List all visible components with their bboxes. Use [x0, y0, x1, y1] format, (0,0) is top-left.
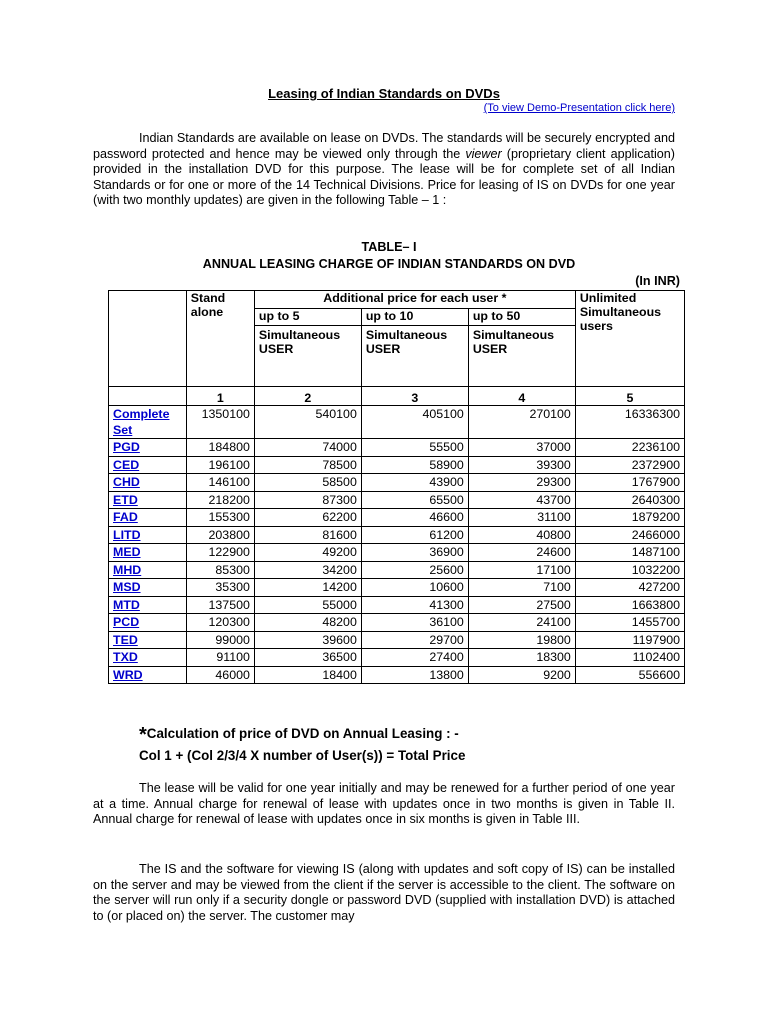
- price-cell: 39600: [254, 631, 361, 649]
- price-cell: 2640300: [575, 491, 684, 509]
- division-link[interactable]: LITD: [113, 527, 141, 542]
- division-cell: [109, 666, 187, 684]
- price-cell: 18400: [254, 666, 361, 684]
- price-cell: 405100: [361, 406, 468, 439]
- price-cell: 1197900: [575, 631, 684, 649]
- price-cell: 55000: [254, 596, 361, 614]
- header-additional-price: Additional price for each user *: [254, 291, 575, 309]
- price-cell: 29700: [361, 631, 468, 649]
- price-cell: 43700: [468, 491, 575, 509]
- table-row: [109, 491, 685, 509]
- table-row: [109, 474, 685, 492]
- price-cell: 19800: [468, 631, 575, 649]
- price-cell: 36900: [361, 544, 468, 562]
- division-cell: [109, 509, 187, 527]
- price-cell: 40800: [468, 526, 575, 544]
- price-cell: 16336300: [575, 406, 684, 439]
- division-cell: [109, 596, 187, 614]
- header-up-to-10: up to 10 Simultaneous USER: [361, 309, 468, 387]
- price-cell: 36500: [254, 649, 361, 667]
- table-row: [109, 596, 685, 614]
- price-cell: 427200: [575, 579, 684, 597]
- header-blank-cell: [109, 291, 187, 387]
- price-cell: 203800: [186, 526, 254, 544]
- price-cell: 146100: [186, 474, 254, 492]
- col-number: 2: [254, 387, 361, 406]
- price-cell: 36100: [361, 614, 468, 632]
- header-up-to-50: up to 50 Simultaneous USER: [468, 309, 575, 387]
- price-cell: 122900: [186, 544, 254, 562]
- division-cell: [109, 561, 187, 579]
- price-cell: 46000: [186, 666, 254, 684]
- division-cell: [109, 526, 187, 544]
- header-stand-alone: Stand alone: [186, 291, 254, 387]
- price-cell: 49200: [254, 544, 361, 562]
- division-link[interactable]: CHD: [113, 475, 140, 489]
- division-link[interactable]: FAD: [113, 510, 138, 524]
- price-cell: 184800: [186, 439, 254, 457]
- price-cell: 2372900: [575, 456, 684, 474]
- division-link[interactable]: ETD: [113, 492, 138, 507]
- price-cell: 17100: [468, 561, 575, 579]
- table-row: [109, 439, 685, 457]
- price-cell: 43900: [361, 474, 468, 492]
- division-cell: [109, 544, 187, 562]
- price-cell: 1663800: [575, 596, 684, 614]
- price-cell: 14200: [254, 579, 361, 597]
- table-row: [109, 544, 685, 562]
- price-cell: 55500: [361, 439, 468, 457]
- table-caption-number: TABLE– I: [361, 240, 417, 254]
- price-cell: 1487100: [575, 544, 684, 562]
- division-link[interactable]: CED: [113, 457, 140, 472]
- price-cell: 540100: [254, 406, 361, 439]
- table-row: [109, 456, 685, 474]
- price-cell: 91100: [186, 649, 254, 667]
- demo-presentation-link[interactable]: (To view Demo-Presentation click here): [483, 102, 675, 114]
- table-row: [109, 526, 685, 544]
- price-cell: 2466000: [575, 526, 684, 544]
- price-cell: 74000: [254, 439, 361, 457]
- price-cell: 58500: [254, 474, 361, 492]
- price-cell: 24600: [468, 544, 575, 562]
- price-cell: 24100: [468, 614, 575, 632]
- division-link[interactable]: MSD: [113, 580, 141, 594]
- price-cell: 34200: [254, 561, 361, 579]
- division-link[interactable]: PGD: [113, 440, 140, 454]
- price-cell: 61200: [361, 526, 468, 544]
- price-cell: 62200: [254, 509, 361, 527]
- division-cell: [109, 456, 187, 474]
- division-link[interactable]: TXD: [113, 650, 138, 664]
- division-link[interactable]: PCD: [113, 615, 140, 629]
- table-row: [109, 579, 685, 597]
- division-link[interactable]: Complete Set: [113, 407, 170, 437]
- price-cell: 1879200: [575, 509, 684, 527]
- col-number: 5: [575, 387, 684, 406]
- col-number: 1: [186, 387, 254, 406]
- table-row: [109, 509, 685, 527]
- calculation-formula: Col 1 + (Col 2/3/4 X number of User(s)) = Total Price: [139, 748, 466, 763]
- price-cell: 155300: [186, 509, 254, 527]
- price-cell: 27400: [361, 649, 468, 667]
- header-up-to-5: up to 5 Simultaneous USER: [254, 309, 361, 387]
- viewer-emphasis: viewer: [465, 146, 502, 161]
- table-row: [109, 406, 685, 439]
- price-cell: 2236100: [575, 439, 684, 457]
- division-link[interactable]: MHD: [113, 562, 142, 577]
- price-cell: 270100: [468, 406, 575, 439]
- price-cell: 41300: [361, 596, 468, 614]
- price-cell: 48200: [254, 614, 361, 632]
- col-number: 4: [468, 387, 575, 406]
- price-cell: 29300: [468, 474, 575, 492]
- division-cell: [109, 474, 187, 492]
- price-cell: 1767900: [575, 474, 684, 492]
- page-title: Leasing of Indian Standards on DVDs: [268, 86, 500, 101]
- division-link[interactable]: WRD: [113, 667, 143, 682]
- price-cell: 9200: [468, 666, 575, 684]
- price-cell: 1455700: [575, 614, 684, 632]
- table-row: [109, 631, 685, 649]
- division-cell: [109, 406, 187, 439]
- price-cell: 556600: [575, 666, 684, 684]
- price-cell: 81600: [254, 526, 361, 544]
- price-cell: 58900: [361, 456, 468, 474]
- column-number-row: [109, 387, 685, 406]
- calculation-title: *Calculation of price of DVD on Annual Leasing : -: [139, 724, 459, 746]
- division-cell: [109, 631, 187, 649]
- price-cell: 18300: [468, 649, 575, 667]
- division-cell: [109, 439, 187, 457]
- price-cell: 10600: [361, 579, 468, 597]
- price-cell: 35300: [186, 579, 254, 597]
- price-cell: 25600: [361, 561, 468, 579]
- price-cell: 120300: [186, 614, 254, 632]
- server-install-paragraph: The IS and the software for viewing IS (along with updates and soft copy of IS) can be installed on the server and may be viewed from the client if the server is accessible to the client. The software on the server will run only if a security dongle or password DVD (supplied with installation DVD) is attached to (or placed on) the server. The customer may: [93, 862, 675, 923]
- header-unlimited-users: Unlimited Simultaneous users: [575, 291, 684, 387]
- division-cell: [109, 649, 187, 667]
- division-link[interactable]: MTD: [113, 597, 140, 612]
- price-cell: 13800: [361, 666, 468, 684]
- division-cell: [109, 579, 187, 597]
- price-cell: 1350100: [186, 406, 254, 439]
- price-cell: 31100: [468, 509, 575, 527]
- table-body: [109, 406, 685, 684]
- table-row: [109, 561, 685, 579]
- table-caption-title: ANNUAL LEASING CHARGE OF INDIAN STANDARDS ON DVD: [202, 257, 576, 271]
- price-cell: 65500: [361, 491, 468, 509]
- price-cell: 85300: [186, 561, 254, 579]
- table-row: [109, 649, 685, 667]
- currency-note: (In INR): [635, 274, 680, 288]
- table-row: [109, 614, 685, 632]
- price-cell: 218200: [186, 491, 254, 509]
- price-cell: 99000: [186, 631, 254, 649]
- leasing-charge-table: [108, 290, 685, 684]
- table-row: [109, 666, 685, 684]
- price-cell: 27500: [468, 596, 575, 614]
- division-cell: [109, 491, 187, 509]
- col-number: 3: [361, 387, 468, 406]
- price-cell: 37000: [468, 439, 575, 457]
- price-cell: 7100: [468, 579, 575, 597]
- price-cell: 1032200: [575, 561, 684, 579]
- price-cell: 87300: [254, 491, 361, 509]
- price-cell: 46600: [361, 509, 468, 527]
- division-link[interactable]: MED: [113, 545, 141, 559]
- price-cell: 196100: [186, 456, 254, 474]
- price-cell: 78500: [254, 456, 361, 474]
- division-cell: [109, 614, 187, 632]
- price-cell: 1102400: [575, 649, 684, 667]
- price-cell: 39300: [468, 456, 575, 474]
- lease-validity-paragraph: The lease will be valid for one year initially and may be renewed for a further period of one year at a time. Annual charge for renewal of lease with updates once in two months is given in Table II. Annual charge for renewal of lease with updates once in six months is given in Table III.: [93, 781, 675, 827]
- division-link[interactable]: TED: [113, 632, 138, 647]
- intro-paragraph: Indian Standards are available on lease on DVDs. The standards will be securely encrypted and password protected and hence may be viewed only through the viewer (proprietary client application) provided in the installation DVD for this purpose. The lease will be for complete set of all Indian Standards or for one or more of the 14 Technical Divisions. Price for leasing of IS on DVDs for one year (with two monthly updates) are given in the following Table – 1 :: [93, 131, 675, 208]
- price-cell: 137500: [186, 596, 254, 614]
